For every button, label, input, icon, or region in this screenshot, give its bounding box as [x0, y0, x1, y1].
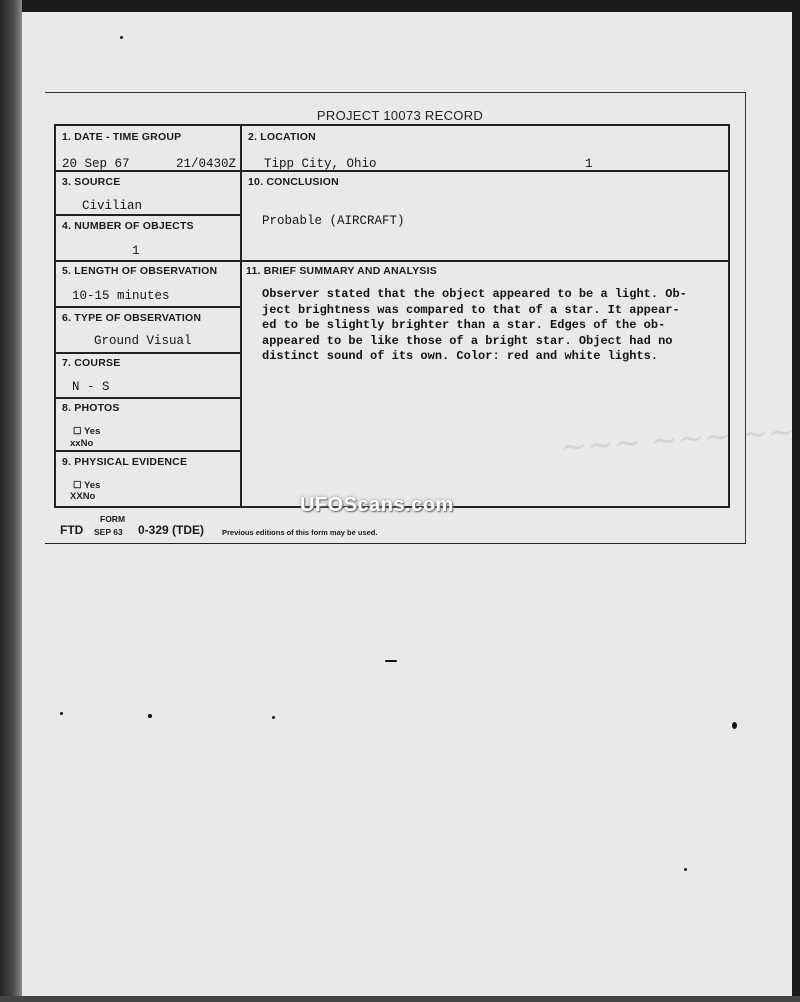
location-mark: 1	[585, 157, 593, 171]
row-divider-1	[56, 170, 728, 172]
photos-yes-option	[73, 426, 100, 437]
speck	[120, 36, 123, 39]
conclusion-value: Probable (AIRCRAFT)	[262, 214, 405, 228]
speck	[684, 868, 687, 871]
scan-left-edge	[0, 0, 22, 1002]
physical-evidence-no-mark: XX	[70, 491, 83, 502]
location-label: 2. LOCATION	[248, 131, 316, 143]
footer-form-word: FORM	[100, 514, 126, 524]
column-divider	[240, 126, 242, 506]
row-divider-2	[56, 214, 240, 216]
location-value: Tipp City, Ohio	[264, 157, 377, 171]
photos-label: 8. PHOTOS	[62, 402, 120, 414]
type-of-observation-value: Ground Visual	[94, 334, 192, 348]
photos-no-label: No	[80, 438, 94, 449]
course-value: N - S	[72, 380, 110, 394]
number-of-objects-label: 4. NUMBER OF OBJECTS	[62, 220, 194, 232]
length-of-observation-value: 10-15 minutes	[72, 289, 170, 303]
row-divider-5	[56, 352, 240, 354]
form-title: PROJECT 10073 RECORD	[316, 108, 484, 123]
physical-evidence-no-label: No	[82, 491, 96, 502]
speck	[272, 716, 275, 719]
row-divider-7	[56, 450, 240, 452]
physical-evidence-yes-label: Yes	[84, 480, 101, 491]
physical-evidence-no-option	[70, 491, 95, 502]
speck	[148, 714, 152, 718]
row-divider-6	[56, 397, 240, 399]
row-divider-3	[56, 260, 728, 262]
speck	[60, 712, 63, 715]
length-of-observation-label: 5. LENGTH OF OBSERVATION	[62, 265, 218, 277]
physical-evidence-label: 9. PHYSICAL EVIDENCE	[62, 456, 188, 468]
type-of-observation-label: 6. TYPE OF OBSERVATION	[62, 312, 202, 324]
speck	[385, 660, 397, 662]
photos-no-option	[70, 438, 93, 449]
number-of-objects-value: 1	[132, 244, 140, 258]
watermark: UFOScans.com	[300, 494, 454, 516]
source-value: Civilian	[82, 199, 143, 213]
photos-no-mark: xx	[70, 438, 81, 449]
conclusion-label: 10. CONCLUSION	[248, 176, 339, 188]
checkbox-icon: ☐	[73, 426, 82, 437]
checkbox-icon: ☐	[73, 480, 82, 491]
row-divider-4	[56, 306, 240, 308]
date-value: 20 Sep 67	[62, 157, 130, 171]
bleed-through-handwriting: ~~~ ~~~ ~~	[558, 411, 796, 467]
summary-label: 11. BRIEF SUMMARY AND ANALYSIS	[246, 265, 437, 277]
physical-evidence-yes-option	[73, 480, 100, 491]
footer-form-id: FTD	[60, 523, 84, 537]
speck	[732, 722, 737, 729]
scan-bottom-edge	[0, 996, 800, 1002]
summary-text: Observer stated that the object appeared to be a light. Ob- ject brightness was compared to that of a star. It appear- ed to be slightly brighter than a star. Edges of the ob- appeared to be like those of a bright star. Object had no distinct sound of its own. Color: red and white lights.	[262, 287, 687, 363]
footer-form-date: SEP 63	[94, 527, 123, 537]
date-time-group-label: 1. DATE - TIME GROUP	[62, 131, 182, 143]
source-label: 3. SOURCE	[62, 176, 121, 188]
course-label: 7. COURSE	[62, 357, 121, 369]
time-value: 21/0430Z	[176, 157, 237, 171]
footer-note: Previous editions of this form may be used.	[222, 528, 378, 537]
footer-form-number: 0-329 (TDE)	[138, 523, 205, 537]
photos-yes-label: Yes	[84, 426, 101, 437]
